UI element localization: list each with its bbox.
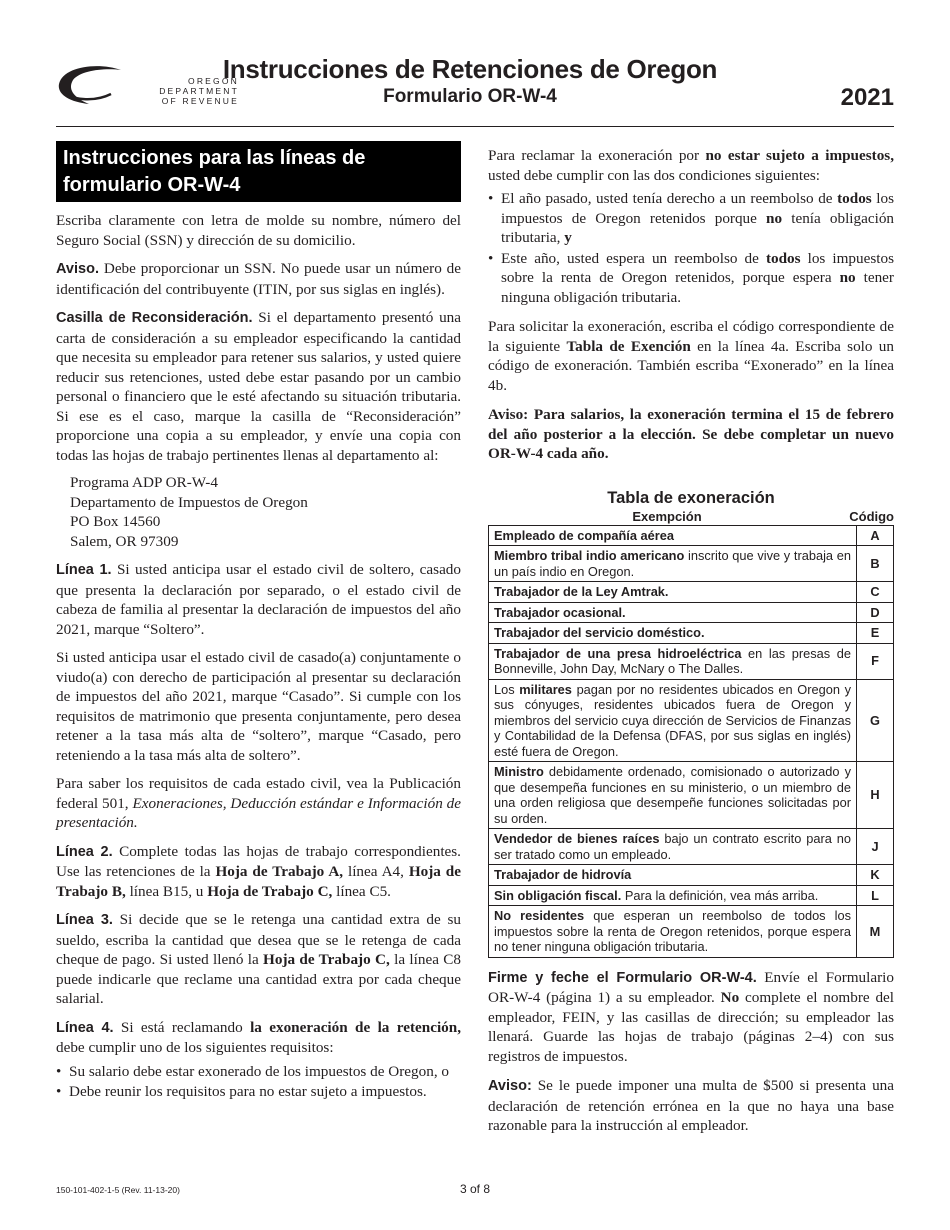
linea4-paragraph [56, 1018, 461, 1058]
requisitos-paragraph [56, 774, 461, 833]
exemption-description [489, 643, 857, 679]
bullet2-c: los impuestos sobre la renta de Oregon retenidos, porque espera [501, 249, 894, 286]
exemption-name: Vendedor de bienes raíces [494, 831, 660, 846]
exemption-code: G [857, 679, 894, 762]
linea4-label: Línea 4. [56, 1019, 114, 1036]
no-sujeto-paragraph [488, 146, 894, 185]
aviso-label: Aviso. [56, 261, 99, 277]
p2-text-c: en la línea 4a. Escriba solo un código de exoneración. También escriba “Exonerado” en la línea 4b. [488, 337, 894, 394]
list-item: • Su salario debe estar exonerado de los impuestos de Oregon, o [56, 1062, 461, 1082]
bullet2-a: Este año, usted espera un reembolso de [501, 249, 766, 267]
header-divider [56, 126, 894, 127]
exemption-detail: Para la definición, vea más arriba. [621, 887, 819, 903]
linea2-text-a: Complete todas las hojas de trabajo correspondientes. Use las retenciones de la [56, 842, 461, 880]
firme-no: No [720, 989, 740, 1006]
table-row [489, 679, 894, 762]
p1-text-a: Para reclamar la exoneración por [488, 147, 706, 164]
exemption-description [489, 679, 857, 762]
solicitar-paragraph [488, 317, 894, 395]
linea3-worksheet-c: Hoja de Trabajo C, [263, 951, 390, 968]
exemption-prefix: Los [494, 681, 520, 697]
exemption-name: No residentes [494, 908, 585, 923]
publication-title: Exoneraciones, Deducción estándar e Información de presentación. [56, 794, 461, 831]
exemption-code: F [857, 643, 894, 679]
exemption-detail: que esperan un reembolso de todos los impuestos sobre la renta de Oregon retenidos, porque espera no tener ninguna obligación tributaria. [494, 908, 851, 954]
form-year: 2021 [840, 84, 894, 111]
table-row [489, 865, 894, 886]
bullet1-a: El año pasado, usted tenía derecho a un reembolso de [501, 190, 838, 207]
exemption-detail: debidamente ordenado, comisionado o autorizado y que desempeña funciones en su ministerio, o un miembro de una orden religiosa que desempeñe funciones solicitadas por su orden. [494, 764, 851, 826]
exemption-description [489, 906, 857, 958]
table-row [489, 906, 894, 958]
exemption-description [489, 525, 857, 546]
linea4-text-c: debe cumplir uno de los siguientes requisitos: [56, 1039, 334, 1056]
logo-line-department: DEPARTMENT [159, 86, 239, 96]
bullet2-b: todos [765, 249, 801, 267]
linea3-text-a: Si decide que se le retenga una cantidad extra de su sueldo, escriba la cantidad que desea que se le retenga de cada cheque de pago. Si usted llenó la [56, 911, 461, 968]
address-line-3: PO Box 14560 [70, 513, 161, 530]
exemption-code: B [857, 546, 894, 582]
exemption-code: C [857, 582, 894, 603]
exemption-name: Miembro tribal indio americano [494, 548, 685, 563]
left-column [56, 141, 461, 1103]
table-row [489, 602, 894, 623]
linea3-text-c: la línea C8 puede indicarle que reclame una cantidad extra por cada cheque salarial. [56, 951, 462, 1007]
exemption-description [489, 602, 857, 623]
linea3-label: Línea 3. [56, 912, 113, 928]
linea4-text-a: Si está reclamando [113, 1018, 251, 1036]
exemption-code: D [857, 602, 894, 623]
exemption-table-title: Tabla de exoneración [607, 488, 775, 507]
requisitos-text: Para saber los requisitos de cada estado civil, vea la Publicación federal 501, [56, 775, 461, 812]
firme-label: Firme y feche el Formulario OR-W-4. [488, 969, 757, 986]
linea2-text-d: línea B15, u [125, 882, 208, 900]
exemption-name: Trabajador de hidrovía [494, 867, 632, 882]
linea1-paragraph [56, 560, 461, 639]
table-row [489, 582, 894, 603]
column-header-exemption: Exempción [632, 508, 702, 524]
aviso-multa-label: Aviso: [488, 1078, 532, 1094]
p1-text-c: usted debe cumplir con las dos condiciones siguientes: [488, 166, 820, 184]
exemption-detail: inscrito que vive y trabaja en un país indio en Oregon. [494, 548, 851, 579]
aviso-salarios-paragraph: Aviso: Para salarios, la exoneración termina el 15 de febrero del año posterior a la elección. Se debe completar un nuevo OR-W-4 cada año. [488, 406, 894, 462]
exemption-code: L [857, 885, 894, 906]
linea4-exoneracion: la exoneración de la retención, [250, 1018, 461, 1036]
linea1-label: Línea 1. [56, 562, 112, 578]
exemption-description [489, 546, 857, 582]
exemption-name: Ministro [494, 764, 544, 779]
linea2-label: Línea 2. [56, 843, 113, 860]
exemption-code: K [857, 865, 894, 886]
page-number: 3 of 8 [459, 1182, 491, 1196]
address-line-4: Salem, OR 97309 [70, 532, 179, 550]
mailing-address [70, 473, 461, 551]
bullet2-d: no [839, 269, 856, 286]
section-heading: Instrucciones para las líneas de formulario OR-W-4 [56, 141, 461, 202]
exemption-detail: bajo un contrato escrito para no ser tratado como un empleado. [494, 831, 851, 862]
casilla-paragraph [56, 308, 461, 465]
list-item: • Debe reunir los requisitos para no estar sujeto a impuestos. [56, 1082, 461, 1102]
linea2-paragraph [56, 842, 461, 902]
address-line-2: Departamento de Impuestos de Oregon [70, 493, 308, 511]
linea1-text: Si usted anticipa usar el estado civil de soltero, casado que presenta la declaración por separado, o el estado civil de cabeza de familia al presentar la declaración de impuestos del año 2021, marque “Soltero”. [56, 561, 461, 638]
linea2-text-c: línea A4, [343, 863, 409, 880]
p1-bold: no estar sujeto a impuestos, [705, 147, 895, 164]
bullet1-e: tenía obligación tributaria, [501, 209, 895, 246]
exemption-name: Trabajador de la Ley Amtrak. [494, 584, 669, 599]
casilla-text: Si el departamento presentó una carta de consideración a su empleador especificando la cantidad que necesita su empleador para retener sus salarios, y usted quiere reducir sus retenciones, usted debe estar pasando por un cambio personal o financiero que le esté afectando su situación tributaria. Si ese es el caso, marque la casilla de “Reconsideración” proporcione una copia a su empleador, y envíe una copia con todas las hojas de trabajo pertinentes llenas al departamento al: [56, 309, 461, 464]
bullet1-f: y [564, 229, 572, 246]
exemption-code: M [857, 906, 894, 958]
exemption-description [489, 829, 857, 865]
exemption-description [489, 762, 857, 829]
p2-text-a: Para solicitar la exoneración, escriba el código correspondiente de la siguiente [488, 318, 894, 355]
exemption-table-header [488, 508, 894, 525]
exemption-description [489, 582, 857, 603]
form-subtitle: Formulario OR-W-4 [383, 86, 557, 107]
linea2-text-e: línea C5. [332, 882, 391, 900]
exemption-code: J [857, 829, 894, 865]
exemption-name: militares [519, 681, 572, 697]
exemption-name: Empleado de compañía aérea [494, 527, 674, 543]
bullet2-e: tener ninguna obligación tributaria. [501, 269, 894, 306]
exemption-description [489, 885, 857, 906]
exemption-detail: pagan por no residentes ubicados en Oregon y sus cónyuges, residentes ubicados fuera de Oregon y miembros del servicio cuya dirección de Servicios de Finanzas y Contabilidad de la Defensa (DFAS, por sus siglas en inglés) esté fuera de Oregon. [494, 681, 851, 759]
table-row [489, 829, 894, 865]
firme-text-c: complete el nombre del empleador, FEIN, y las casillas de dirección; su empleador las llenará. Guarde las hojas de trabajo (páginas 2–4) con sus registros de impuestos. [488, 989, 894, 1065]
table-row [489, 643, 894, 679]
table-row [489, 546, 894, 582]
p2-table-ref: Tabla de Exención [566, 337, 691, 355]
firme-text-a: Envíe el Formulario OR-W-4 (página 1) a su empleador. [488, 968, 894, 1006]
linea2-worksheet-b: Hoja de Trabajo B, [56, 863, 461, 900]
exemption-description [489, 865, 857, 886]
bullet1-c: los impuestos de Oregon retenidos porque [501, 190, 894, 227]
casilla-label: Casilla de Reconsideración. [56, 310, 253, 326]
table-row [489, 885, 894, 906]
logo-swoosh-icon [55, 64, 127, 108]
exemption-code: E [857, 623, 894, 644]
bullet1-b: todos [837, 190, 872, 207]
exemption-name: Trabajador del servicio doméstico. [494, 625, 705, 640]
table-row [489, 525, 894, 546]
list-item [488, 249, 894, 308]
linea3-paragraph [56, 910, 461, 1009]
table-row [489, 762, 894, 829]
exemption-name: Trabajador ocasional. [494, 604, 626, 620]
table-row [489, 623, 894, 644]
linea4-requirements-list [56, 1062, 461, 1102]
firme-paragraph [488, 968, 894, 1067]
exemption-code: H [857, 762, 894, 829]
page-title: Instrucciones de Retenciones de Oregon [222, 54, 718, 84]
linea2-worksheet-a: Hoja de Trabajo A, [215, 863, 344, 880]
form-revision-number: 150-101-402-1-5 (Rev. 11-13-20) [56, 1185, 180, 1195]
column-header-code: Código [849, 508, 894, 524]
aviso-multa-text: Se le puede imponer una multa de $500 si presenta una declaración de retención errónea en la que no haya una base razonable para la instrucción al empleador. [488, 1077, 894, 1134]
exemption-description [489, 623, 857, 644]
logo-line-revenue: OF REVENUE [161, 96, 239, 106]
linea2-worksheet-c: Hoja de Trabajo C, [207, 882, 333, 900]
right-column [488, 141, 894, 1136]
aviso-paragraph [56, 259, 461, 299]
intro-paragraph: Escriba claramente con letra de molde su nombre, número del Seguro Social (SSN) y dirección de su domicilio. [56, 212, 461, 249]
list-item [488, 189, 894, 248]
exemption-name: Sin obligación fiscal. [494, 887, 622, 903]
aviso-multa-paragraph [488, 1076, 894, 1136]
exemption-code: A [857, 525, 894, 546]
exemption-table [488, 525, 894, 958]
exemption-detail: en las presas de Bonneville, John Day, McNary o The Dalles. [494, 645, 851, 676]
exemption-name: Trabajador de una presa hidroeléctrica [494, 645, 742, 661]
casado-paragraph: Si usted anticipa usar el estado civil de casado(a) conjuntamente o viudo(a) con derecho de participación al presentar su declaración de impuestos del año 2021, marque “Casado”. Si cumple con los requisitos de matrimonio que presenta conjuntamente, pero desea retener a la tasa más alta de “soltero”, marque “Casado, pero reteniendo a la tasa más alta de soltero”. [56, 649, 461, 764]
address-line-1: Programa ADP OR-W-4 [70, 474, 218, 491]
logo-line-oregon: OREGON [188, 76, 239, 86]
bullet1-d: no [766, 209, 783, 227]
conditions-list [488, 189, 894, 307]
aviso-text: Debe proporcionar un SSN. No puede usar un número de identificación del contribuyente (ITIN, por sus siglas en inglés). [56, 260, 461, 298]
